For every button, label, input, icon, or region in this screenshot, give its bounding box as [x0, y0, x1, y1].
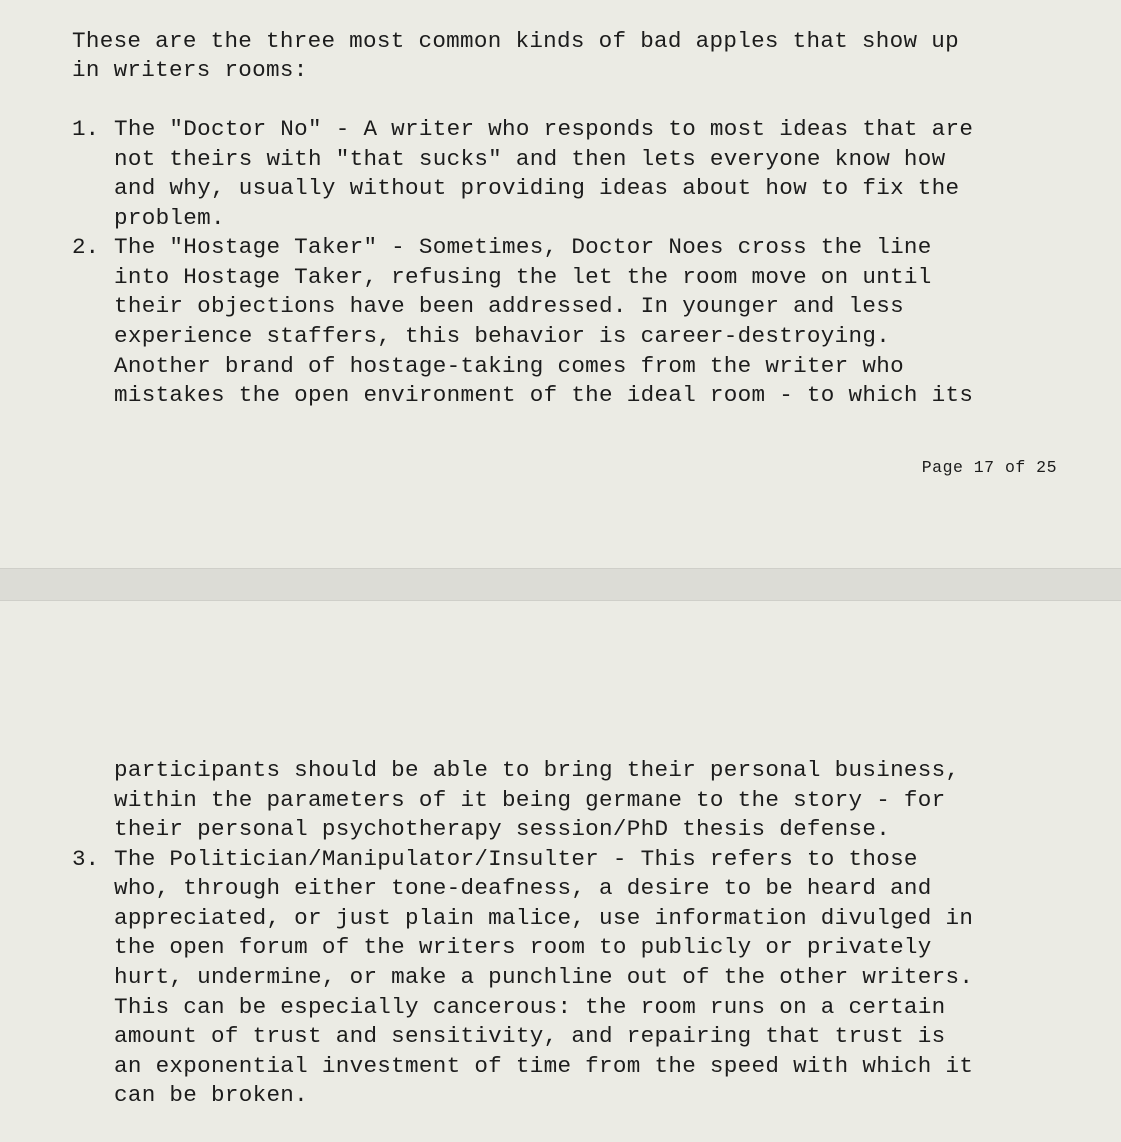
page-separator [0, 568, 1121, 601]
list-item-line: problem. [114, 205, 225, 231]
list-number: 3. [72, 846, 100, 872]
list-item-line: within the parameters of it being germane to the story - for [114, 787, 946, 813]
list-number: 1. [72, 116, 100, 142]
list-item-line: not theirs with "that sucks" and then lets everyone know how [114, 146, 946, 172]
list-item-line: into Hostage Taker, refusing the let the room move on until [114, 264, 932, 290]
page-number: Page 17 of 25 [921, 458, 1057, 477]
list-item-line: This can be especially cancerous: the room runs on a certain [114, 994, 946, 1020]
list-item-line: who, through either tone-deafness, a desire to be heard and [114, 875, 932, 901]
intro-line: These are the three most common kinds of bad apples that show up [72, 28, 959, 54]
list-item-line: their objections have been addressed. In younger and less [114, 293, 904, 319]
intro-line: in writers rooms: [72, 57, 308, 83]
list-item-line: the open forum of the writers room to publicly or privately [114, 934, 932, 960]
list-number: 2. [72, 234, 100, 260]
list-item-line: amount of trust and sensitivity, and repairing that trust is [114, 1023, 946, 1049]
list-item-line: hurt, undermine, or make a punchline out of the other writers. [114, 964, 974, 990]
list-item-line: participants should be able to bring their personal business, [114, 757, 960, 783]
list-item-line: appreciated, or just plain malice, use information divulged in [114, 905, 974, 931]
document-page-17 [0, 0, 1121, 568]
document-page-18 [0, 601, 1121, 1142]
list-item-line: an exponential investment of time from the speed with which it [114, 1053, 974, 1079]
list-item-line: The "Doctor No" - A writer who responds to most ideas that are [114, 116, 974, 142]
list-item-line: The "Hostage Taker" - Sometimes, Doctor Noes cross the line [114, 234, 932, 260]
list-item-line: experience staffers, this behavior is career-destroying. [114, 323, 891, 349]
list-item-line: The Politician/Manipulator/Insulter - This refers to those [114, 846, 918, 872]
list-item-line: their personal psychotherapy session/PhD thesis defense. [114, 816, 891, 842]
list-item-line: Another brand of hostage-taking comes from the writer who [114, 353, 904, 379]
list-item-line: can be broken. [114, 1082, 309, 1108]
list-item-line: and why, usually without providing ideas about how to fix the [114, 175, 960, 201]
list-item-line: mistakes the open environment of the ideal room - to which its [114, 382, 974, 408]
